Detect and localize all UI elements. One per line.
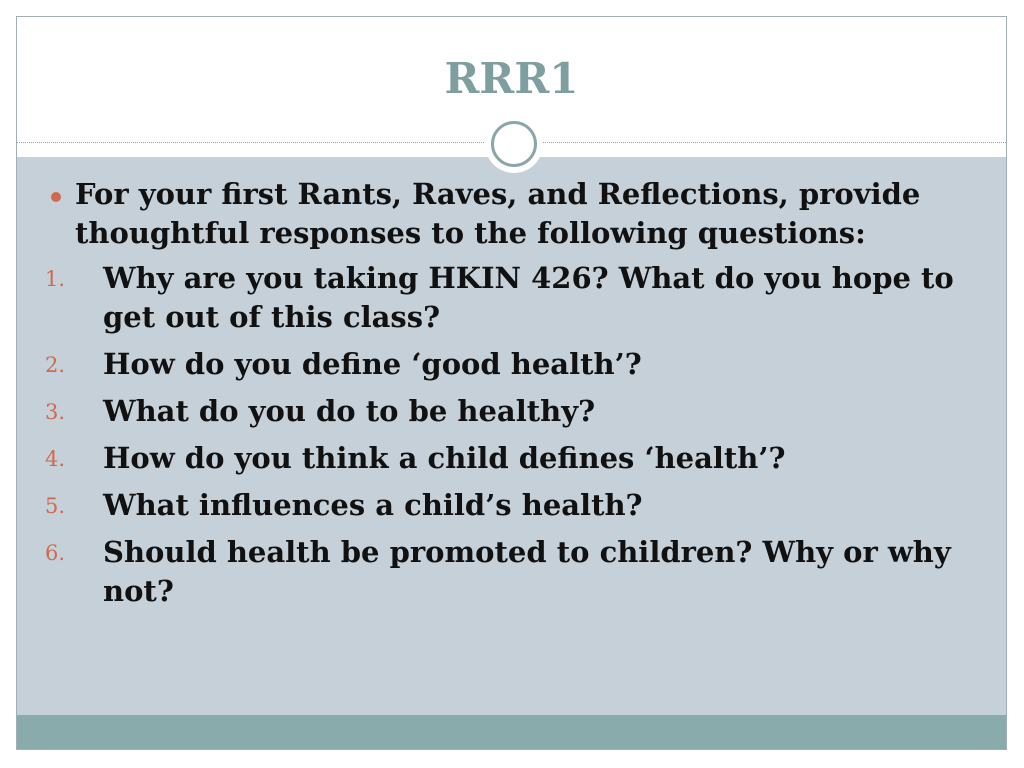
intro-text: For your first Rants, Raves, and Reflections, provide thoughtful responses to the following questions: [75,177,921,250]
question-item [45,392,990,431]
slide-body [45,175,990,619]
question-item [45,533,990,611]
bottom-bar [17,715,1006,750]
question-item [45,439,990,478]
bullet-dot-icon [51,192,61,202]
question-item [45,259,990,337]
question-number: 3. [45,400,66,424]
question-text: How do you define ‘good health’? [103,347,642,381]
question-number: 1. [45,267,66,291]
question-item [45,345,990,384]
question-text: What do you do to be healthy? [103,394,596,428]
question-number: 6. [45,541,66,565]
ring-divider-icon [491,121,537,167]
question-text: How do you think a child defines ‘health’? [103,441,786,475]
question-number: 4. [45,447,66,471]
question-text: Should health be promoted to children? Why or why not? [103,535,951,608]
question-list [45,259,990,611]
question-number: 5. [45,494,66,518]
question-text: Why are you taking HKIN 426? What do you hope to get out of this class? [103,261,954,334]
question-number: 2. [45,353,66,377]
question-item [45,486,990,525]
slide [16,16,1007,750]
question-text: What influences a child’s health? [103,488,643,522]
slide-title: RRR1 [444,54,579,103]
intro-bullet [45,175,990,253]
